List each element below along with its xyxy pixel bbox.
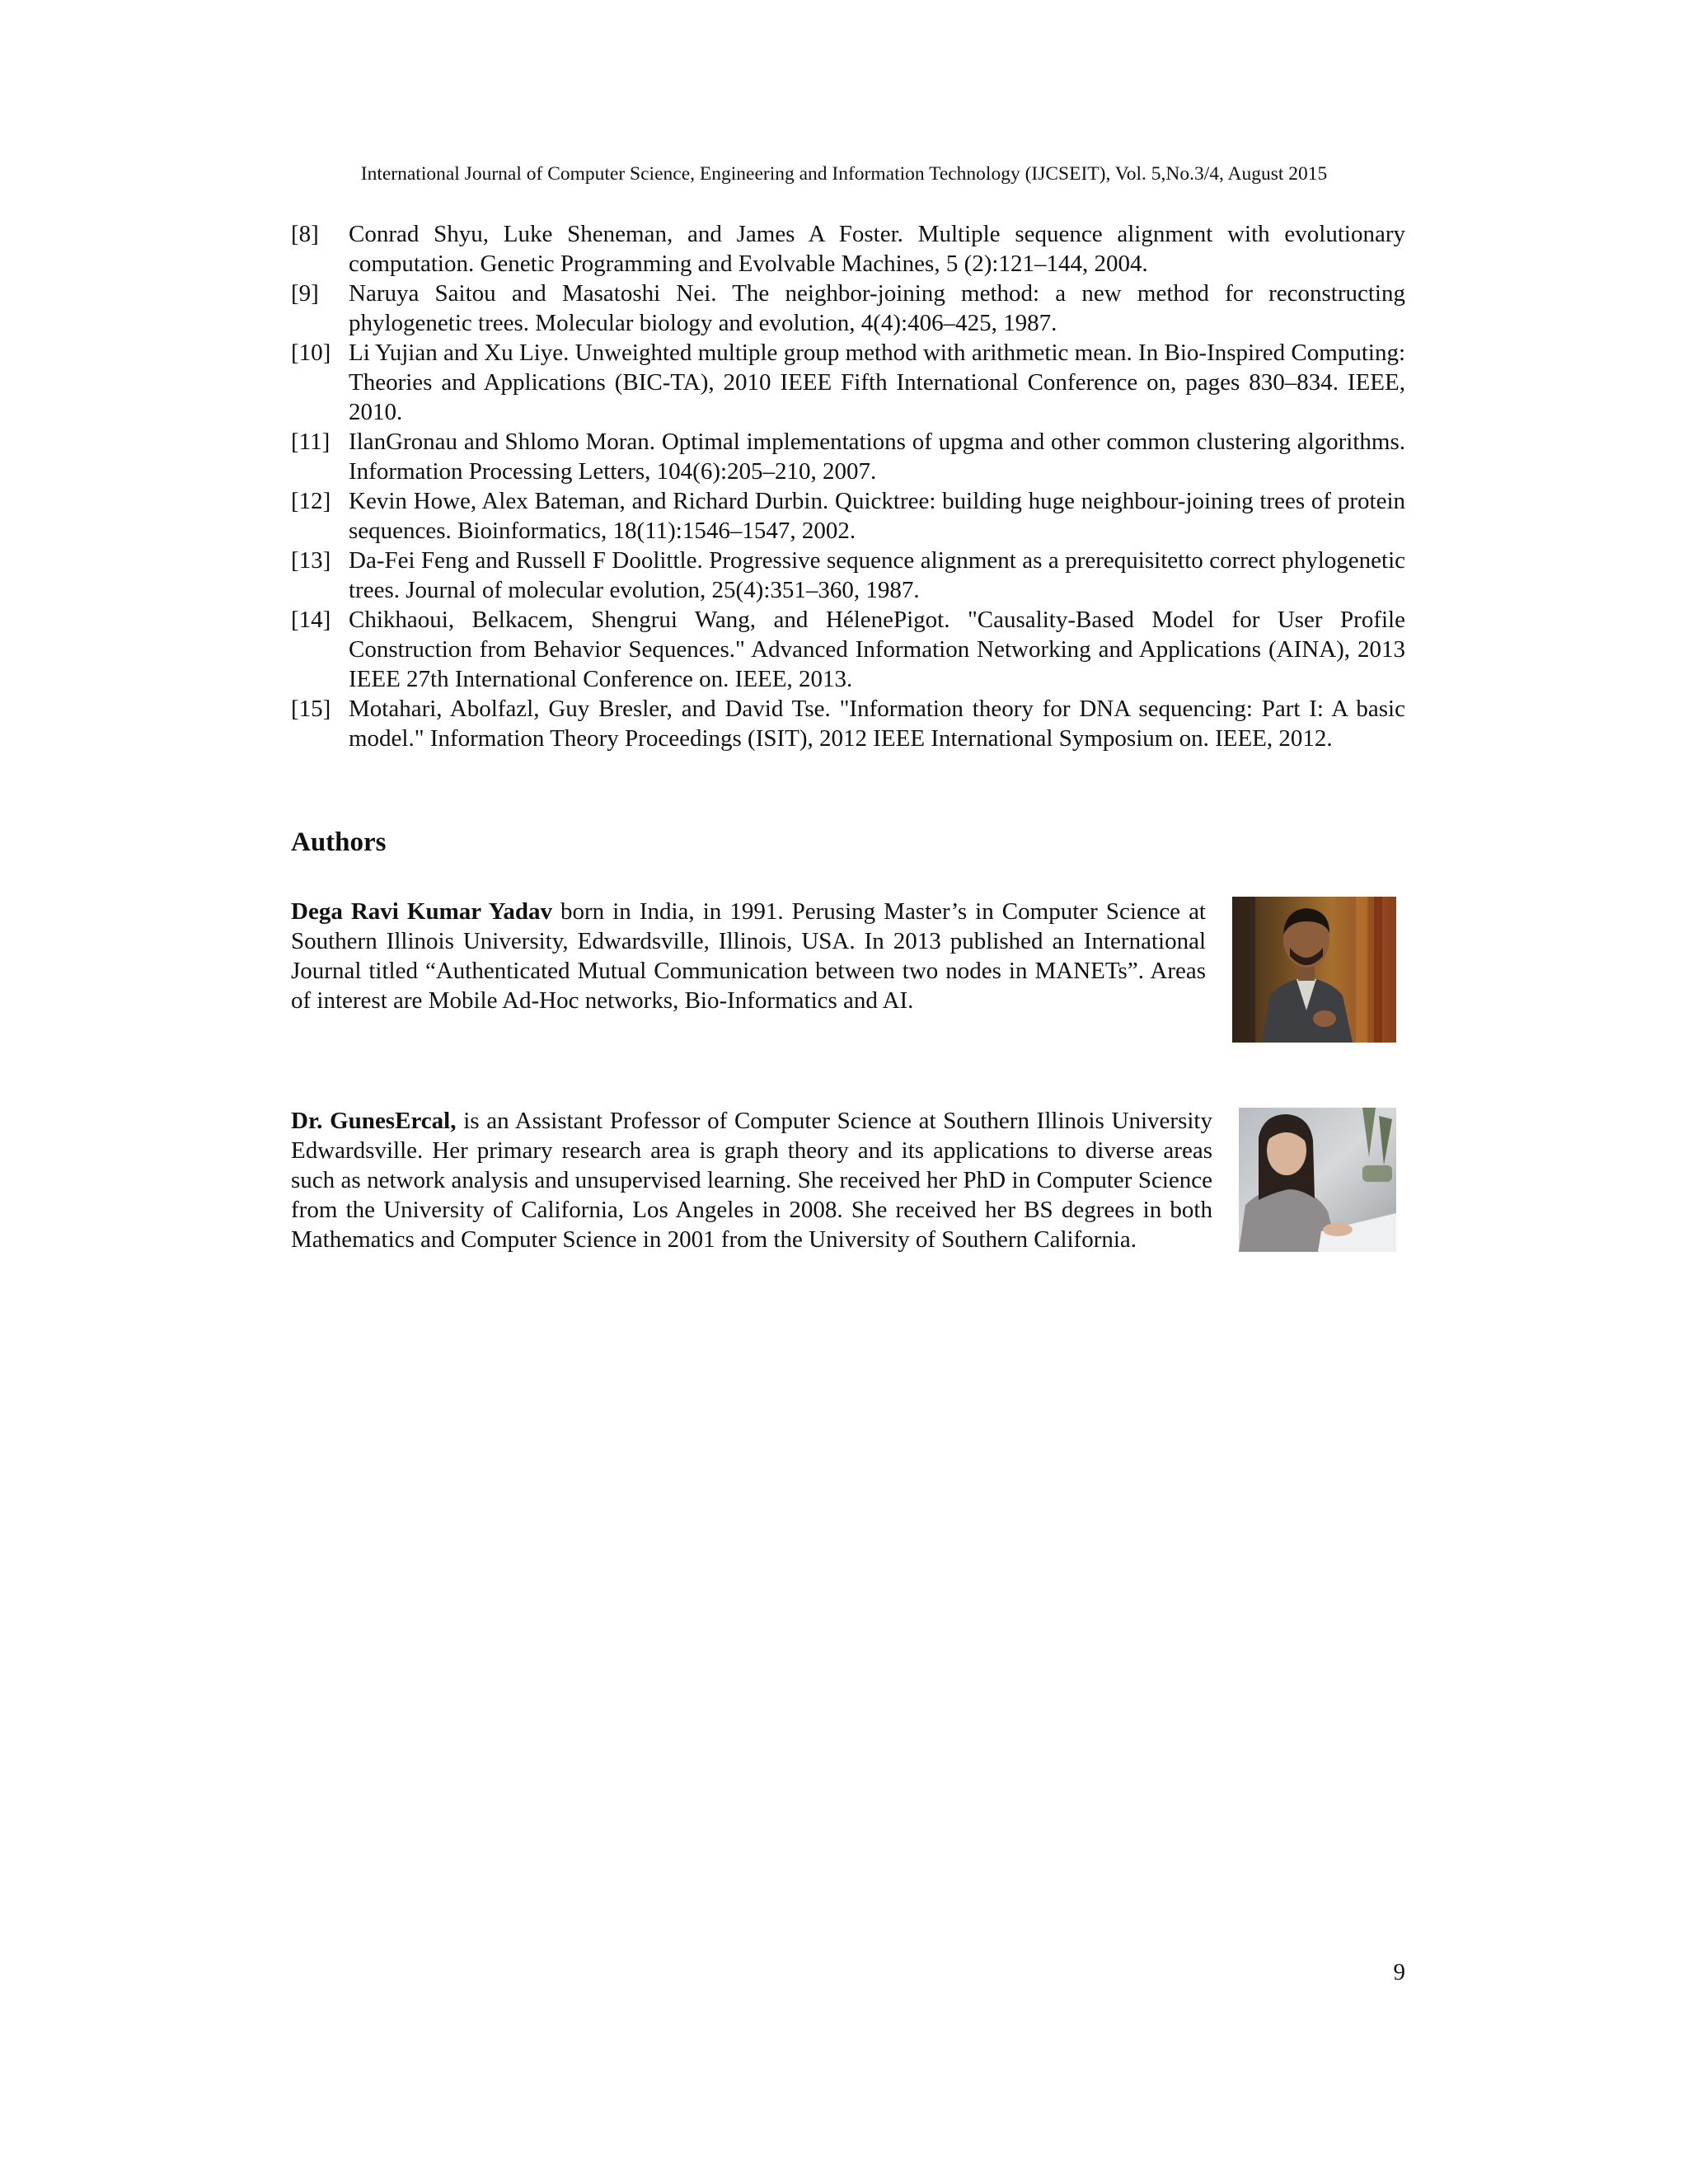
author-bio-text: is an Assistant Professor of Computer Science at Southern Illinois University Edwardsville. Her primary research area is graph theory and its applications to diverse areas such as network analysis and unsupervised learning. She received her PhD in Computer Science from the University of California, Los Angeles in 2008. She received her BS degrees in both Mathematics and Computer Science in 2001 from the University of Southern California. — [291, 1108, 1212, 1253]
reference-list — [291, 219, 1405, 753]
reference-item — [291, 427, 1405, 486]
reference-number: [15] — [291, 696, 331, 722]
reference-number: [12] — [291, 488, 331, 514]
reference-number: [8] — [291, 221, 319, 247]
reference-item — [291, 605, 1405, 694]
reference-number: [11] — [291, 429, 331, 455]
reference-number: [9] — [291, 280, 319, 307]
reference-text: Motahari, Abolfazl, Guy Bresler, and David Tse. "Information theory for DNA sequencing: Part I: A basic model." Information Theory Proceedings (ISIT), 2012 IEEE International Symposium on. IEEE, 2012. — [349, 696, 1405, 752]
reference-text: Chikhaoui, Belkacem, Shengrui Wang, and HélenePigot. "Causality-Based Model for User Profile Construction from Behavior Sequences." Advanced Information Networking and Applications (AINA), 2013 IEEE 27th International Conference on. IEEE, 2013. — [349, 607, 1405, 692]
running-header: International Journal of Computer Science, Engineering and Information Technology (IJCSEIT), Vol. 5,No.3/4, August 2015 — [360, 163, 1328, 185]
author-photo-1 — [1232, 897, 1396, 1043]
reference-item — [291, 486, 1405, 546]
reference-item — [291, 338, 1405, 427]
author-bio-2 — [291, 1106, 1212, 1254]
reference-text: Li Yujian and Xu Liye. Unweighted multiple group method with arithmetic mean. In Bio-Inspired Computing: Theories and Applications (BIC-TA), 2010 IEEE Fifth International Conference on, pages 830–834. IEEE, 2010. — [349, 340, 1405, 425]
author-name: Dr. GunesErcal, — [291, 1108, 457, 1134]
reference-item — [291, 546, 1405, 605]
author-name: Dega Ravi Kumar Yadav — [291, 898, 552, 925]
author-bio-1 — [291, 897, 1206, 1015]
author-bio-text: born in India, in 1991. Perusing Master’s in Computer Science at Southern Illinois University, Edwardsville, Illinois, USA. In 2013 published an International Journal titled “Authenticated Mutual Communication between two nodes in MANETs”. Areas of interest are Mobile Ad-Hoc networks, Bio-Informatics and AI. — [291, 898, 1206, 1014]
reference-number: [13] — [291, 547, 331, 574]
reference-text: Da-Fei Feng and Russell F Doolittle. Progressive sequence alignment as a prerequisitetto correct phylogenetic trees. Journal of molecular evolution, 25(4):351–360, 1987. — [349, 547, 1405, 603]
reference-item — [291, 279, 1405, 338]
author-photo-2 — [1239, 1108, 1396, 1252]
reference-number: [14] — [291, 607, 331, 633]
reference-item — [291, 219, 1405, 279]
page-number: 9 — [1393, 1959, 1405, 1985]
reference-text: Naruya Saitou and Masatoshi Nei. The neighbor-joining method: a new method for reconstructing phylogenetic trees. Molecular biology and evolution, 4(4):406–425, 1987. — [349, 280, 1405, 336]
authors-heading: Authors — [291, 827, 387, 857]
reference-text: Kevin Howe, Alex Bateman, and Richard Durbin. Quicktree: building huge neighbour-joining trees of protein sequences. Bioinformatics, 18(11):1546–1547, 2002. — [349, 488, 1405, 544]
reference-text: IlanGronau and Shlomo Moran. Optimal implementations of upgma and other common clustering algorithms. Information Processing Letters, 104(6):205–210, 2007. — [349, 429, 1405, 485]
reference-text: Conrad Shyu, Luke Sheneman, and James A Foster. Multiple sequence alignment with evolutionary computation. Genetic Programming and Evolvable Machines, 5 (2):121–144, 2004. — [349, 221, 1405, 277]
reference-number: [10] — [291, 340, 331, 366]
reference-item — [291, 694, 1405, 753]
